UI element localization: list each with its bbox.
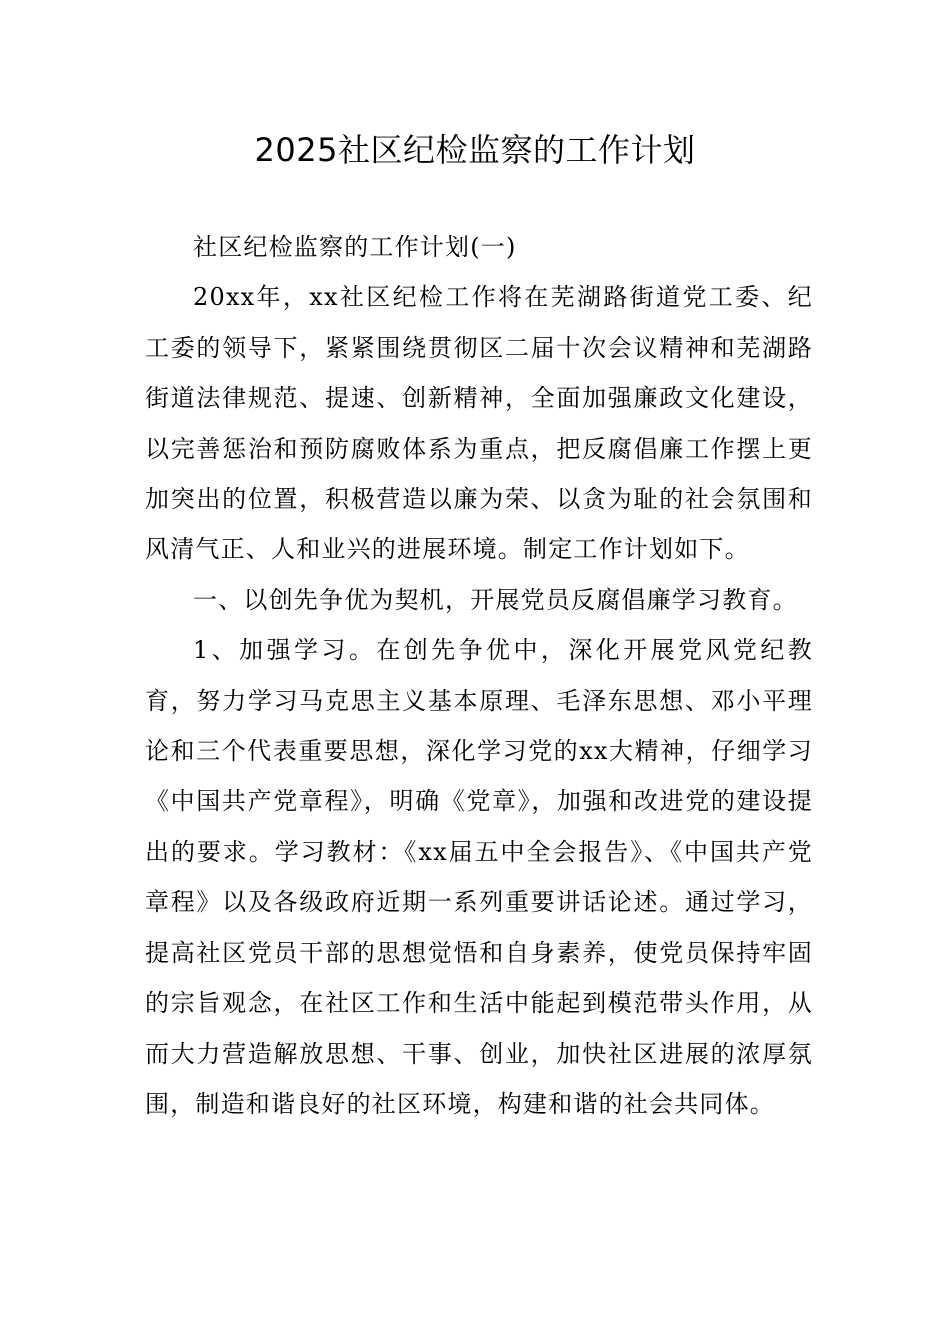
section-heading: 社区纪检监察的工作计划(一) <box>193 233 517 261</box>
part-one-heading: 一、以创先争优为契机，开展党员反腐倡廉学习教育。 <box>193 585 798 614</box>
intro-paragraph: 20xx年，xx社区纪检工作将在芜湖路街道党工委、纪工委的领导下，紧紧围绕贯彻区二届十次会议精神和芜湖路街道法律规范、提速、创新精神，全面加强廉政文化建设，以完善惩治和预防腐败体系为重点，把反腐倡廉工作摆上更加突出的位置，积极营造以廉为荣、以贪为耻的社会氛围和风清气正、人和业兴的进展环境。制定工作计划如下。 <box>145 283 813 564</box>
document-title: 2025社区纪检监察的工作计划 <box>254 131 696 169</box>
item-one-paragraph: 1、加强学习。在创先争优中，深化开展党风党纪教育，努力学习马克思主义基本原理、毛泽东思想、邓小平理论和三个代表重要思想，深化学习党的xx大精神，仔细学习《中国共产党章程》，明确《党章》，加强和改进党的建设提出的要求。学习教材：《xx届五中全会报告》、《中国共产党章程》以及各级政府近期一系列重要讲话论述。通过学习，提高社区党员干部的思想觉悟和自身素养，使党员保持牢固的宗旨观念，在社区工作和生活中能起到模范带头作用，从而大力营造解放思想、干事、创业，加快社区进展的浓厚氛围，制造和谐良好的社区环境，构建和谐的社会共同体。 <box>145 636 813 1118</box>
document-body <box>145 222 813 1129</box>
